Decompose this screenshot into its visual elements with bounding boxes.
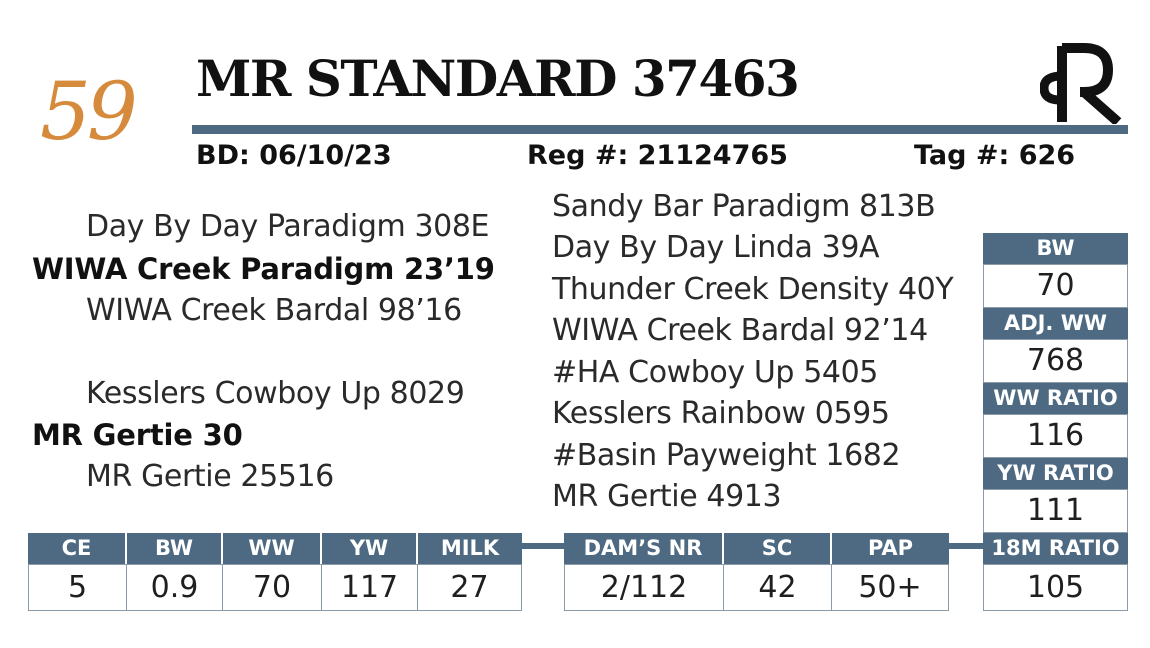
dam-stat-label-nr: DAM’S NR bbox=[564, 533, 722, 564]
epd-label-yw: YW bbox=[322, 533, 416, 564]
sire-sire: Day By Day Paradigm 308E bbox=[86, 209, 490, 244]
perf-value-bw: 70 bbox=[983, 264, 1128, 308]
sire-dam: WIWA Creek Bardal 98’16 bbox=[86, 293, 462, 328]
lot-number: 59 bbox=[40, 65, 134, 158]
perf-value-ww-ratio: 116 bbox=[983, 414, 1128, 458]
animal-name: MR STANDARD 37463 bbox=[196, 49, 799, 108]
perf-label-18m-ratio: 18M RATIO bbox=[983, 533, 1128, 564]
dam-stat-value-pap: 50+ bbox=[831, 564, 949, 611]
epd-value-yw: 117 bbox=[321, 564, 418, 611]
ancestor: #Basin Payweight 1682 bbox=[552, 438, 901, 473]
dam-stat-value-nr: 2/112 bbox=[564, 564, 724, 611]
dam-sire: Kesslers Cowboy Up 8029 bbox=[86, 376, 465, 411]
dam-stat-label-sc: SC bbox=[724, 533, 830, 564]
dam-stat-value-sc: 42 bbox=[723, 564, 832, 611]
epd-label-ce: CE bbox=[28, 533, 125, 564]
ancestor: #HA Cowboy Up 5405 bbox=[552, 355, 878, 390]
perf-value-yw-ratio: 111 bbox=[983, 489, 1128, 533]
perf-label-bw: BW bbox=[983, 233, 1128, 264]
ancestor: Kesslers Rainbow 0595 bbox=[552, 396, 890, 431]
tag-number: Tag #: 626 bbox=[914, 140, 1076, 171]
ancestor: Thunder Creek Density 40Y bbox=[552, 272, 954, 307]
epd-value-milk: 27 bbox=[417, 564, 522, 611]
epd-value-ce: 5 bbox=[28, 564, 127, 611]
perf-label-ww-ratio: WW RATIO bbox=[983, 383, 1128, 414]
perf-label-adj-ww: ADJ. WW bbox=[983, 308, 1128, 339]
epd-label-bw: BW bbox=[127, 533, 221, 564]
sire: WIWA Creek Paradigm 23’19 bbox=[32, 252, 495, 286]
perf-label-yw-ratio: YW RATIO bbox=[983, 458, 1128, 489]
table-connector bbox=[522, 543, 564, 549]
ancestor: MR Gertie 4913 bbox=[552, 479, 782, 514]
ancestor: Sandy Bar Paradigm 813B bbox=[552, 189, 936, 224]
dam: MR Gertie 30 bbox=[32, 418, 243, 452]
epd-value-bw: 0.9 bbox=[126, 564, 223, 611]
epd-value-ww: 70 bbox=[222, 564, 322, 611]
ancestor: Day By Day Linda 39A bbox=[552, 230, 880, 265]
epd-label-milk: MILK bbox=[418, 533, 522, 564]
dam-stat-label-pap: PAP bbox=[832, 533, 949, 564]
brand-logo-icon bbox=[1040, 40, 1122, 124]
table-connector bbox=[949, 543, 983, 549]
dam-dam: MR Gertie 25516 bbox=[86, 459, 334, 494]
epd-label-ww: WW bbox=[223, 533, 320, 564]
ancestor: WIWA Creek Bardal 92’14 bbox=[552, 313, 928, 348]
birth-date: BD: 06/10/23 bbox=[196, 140, 392, 171]
perf-value-adj-ww: 768 bbox=[983, 339, 1128, 383]
perf-value-18m-ratio: 105 bbox=[983, 564, 1128, 611]
header-rule bbox=[192, 125, 1128, 134]
registration-number: Reg #: 21124765 bbox=[527, 140, 788, 171]
